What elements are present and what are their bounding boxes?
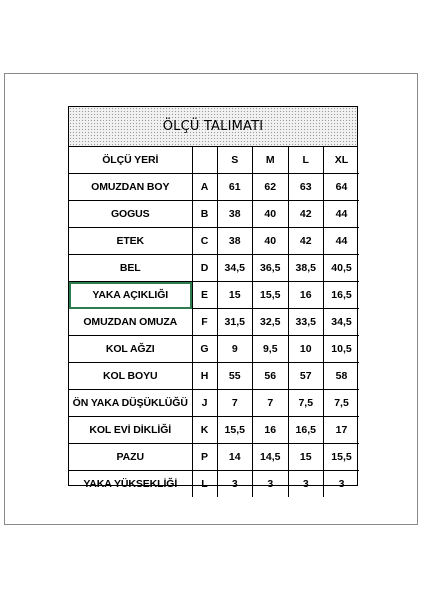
row-value-s[interactable]: 38 <box>217 201 253 228</box>
row-value-s[interactable]: 15,5 <box>217 417 253 444</box>
header-size-l: L <box>288 147 324 174</box>
row-value-m[interactable]: 36,5 <box>253 255 289 282</box>
row-code[interactable]: B <box>192 201 217 228</box>
table-row <box>69 471 359 498</box>
row-value-s[interactable]: 7 <box>217 390 253 417</box>
row-value-xl[interactable]: 34,5 <box>324 309 360 336</box>
row-measure-name[interactable]: YAKA YÜKSEKLİĞİ <box>69 471 192 498</box>
row-value-xl[interactable]: 17 <box>324 417 360 444</box>
row-value-l[interactable]: 38,5 <box>288 255 324 282</box>
table-row <box>69 390 359 417</box>
row-value-m[interactable]: 9,5 <box>253 336 289 363</box>
row-measure-name[interactable]: BEL <box>69 255 192 282</box>
row-value-m[interactable]: 7 <box>253 390 289 417</box>
table-row <box>69 336 359 363</box>
table-row <box>69 309 359 336</box>
row-value-l[interactable]: 33,5 <box>288 309 324 336</box>
table-row <box>69 417 359 444</box>
size-table <box>69 147 359 497</box>
row-code[interactable]: K <box>192 417 217 444</box>
row-value-xl[interactable]: 40,5 <box>324 255 360 282</box>
row-value-xl[interactable]: 44 <box>324 228 360 255</box>
row-value-s[interactable]: 61 <box>217 174 253 201</box>
row-code[interactable]: J <box>192 390 217 417</box>
row-measure-name[interactable]: PAZU <box>69 444 192 471</box>
row-value-l[interactable]: 3 <box>288 471 324 498</box>
row-measure-name[interactable]: KOL EVİ DİKLİĞİ <box>69 417 192 444</box>
table-row <box>69 282 359 309</box>
row-value-s[interactable]: 31,5 <box>217 309 253 336</box>
header-size-s: S <box>217 147 253 174</box>
header-code <box>192 147 217 174</box>
row-value-s[interactable]: 38 <box>217 228 253 255</box>
row-value-xl[interactable]: 16,5 <box>324 282 360 309</box>
header-row <box>69 147 359 174</box>
chart-title: ÖLÇÜ TALIMATI <box>69 107 357 147</box>
row-value-m[interactable]: 40 <box>253 228 289 255</box>
row-measure-name[interactable]: ETEK <box>69 228 192 255</box>
row-code[interactable]: D <box>192 255 217 282</box>
table-row <box>69 363 359 390</box>
row-value-l[interactable]: 16,5 <box>288 417 324 444</box>
row-value-s[interactable]: 15 <box>217 282 253 309</box>
row-value-l[interactable]: 15 <box>288 444 324 471</box>
row-code[interactable]: H <box>192 363 217 390</box>
table-row <box>69 228 359 255</box>
row-code[interactable]: A <box>192 174 217 201</box>
table-row <box>69 444 359 471</box>
row-measure-name[interactable]: GOGUS <box>69 201 192 228</box>
row-value-m[interactable]: 40 <box>253 201 289 228</box>
table-row <box>69 255 359 282</box>
row-measure-name[interactable]: KOL AĞZI <box>69 336 192 363</box>
row-measure-name[interactable]: KOL BOYU <box>69 363 192 390</box>
row-value-xl[interactable]: 44 <box>324 201 360 228</box>
row-value-s[interactable]: 9 <box>217 336 253 363</box>
row-measure-name[interactable]: OMUZDAN OMUZA <box>69 309 192 336</box>
row-value-m[interactable]: 16 <box>253 417 289 444</box>
header-size-xl: XL <box>324 147 360 174</box>
row-value-l[interactable]: 7,5 <box>288 390 324 417</box>
header-size-m: M <box>253 147 289 174</box>
row-value-s[interactable]: 14 <box>217 444 253 471</box>
row-value-s[interactable]: 55 <box>217 363 253 390</box>
row-value-xl[interactable]: 3 <box>338 478 345 490</box>
row-value-m[interactable]: 62 <box>253 174 289 201</box>
row-value-xl[interactable]: 7,5 <box>324 390 360 417</box>
row-value-l[interactable]: 63 <box>288 174 324 201</box>
row-value-s[interactable]: 3 <box>217 471 253 498</box>
row-value-m[interactable]: 56 <box>253 363 289 390</box>
size-chart-sheet <box>68 106 358 490</box>
row-value-l[interactable]: 10 <box>288 336 324 363</box>
row-value-l[interactable]: 42 <box>288 201 324 228</box>
table-row <box>69 174 359 201</box>
row-value-l[interactable]: 57 <box>288 363 324 390</box>
row-measure-name[interactable]: YAKA AÇIKLIĞI <box>69 282 192 309</box>
row-value-m[interactable]: 14,5 <box>253 444 289 471</box>
row-value-m[interactable]: 15,5 <box>253 282 289 309</box>
row-code[interactable]: P <box>192 444 217 471</box>
row-code[interactable]: E <box>192 282 217 309</box>
row-code[interactable]: L <box>192 471 217 498</box>
row-value-xl[interactable]: 10,5 <box>324 336 360 363</box>
row-value-xl[interactable]: 15,5 <box>324 444 360 471</box>
row-value-xl[interactable]: 58 <box>324 363 360 390</box>
header-measure-place: ÖLÇÜ YERİ <box>69 147 192 174</box>
row-value-s[interactable]: 34,5 <box>217 255 253 282</box>
row-value-xl[interactable]: 64 <box>324 174 360 201</box>
row-value-m[interactable]: 3 <box>253 471 289 498</box>
row-code[interactable]: G <box>192 336 217 363</box>
row-measure-name[interactable]: OMUZDAN BOY <box>69 174 192 201</box>
row-measure-name[interactable]: ÖN YAKA DÜŞÜKLÜĞÜ <box>69 390 192 417</box>
row-value-m[interactable]: 32,5 <box>253 309 289 336</box>
row-code[interactable]: F <box>192 309 217 336</box>
row-value-l[interactable]: 42 <box>288 228 324 255</box>
table-row <box>69 201 359 228</box>
row-value-l[interactable]: 16 <box>288 282 324 309</box>
row-code[interactable]: C <box>192 228 217 255</box>
